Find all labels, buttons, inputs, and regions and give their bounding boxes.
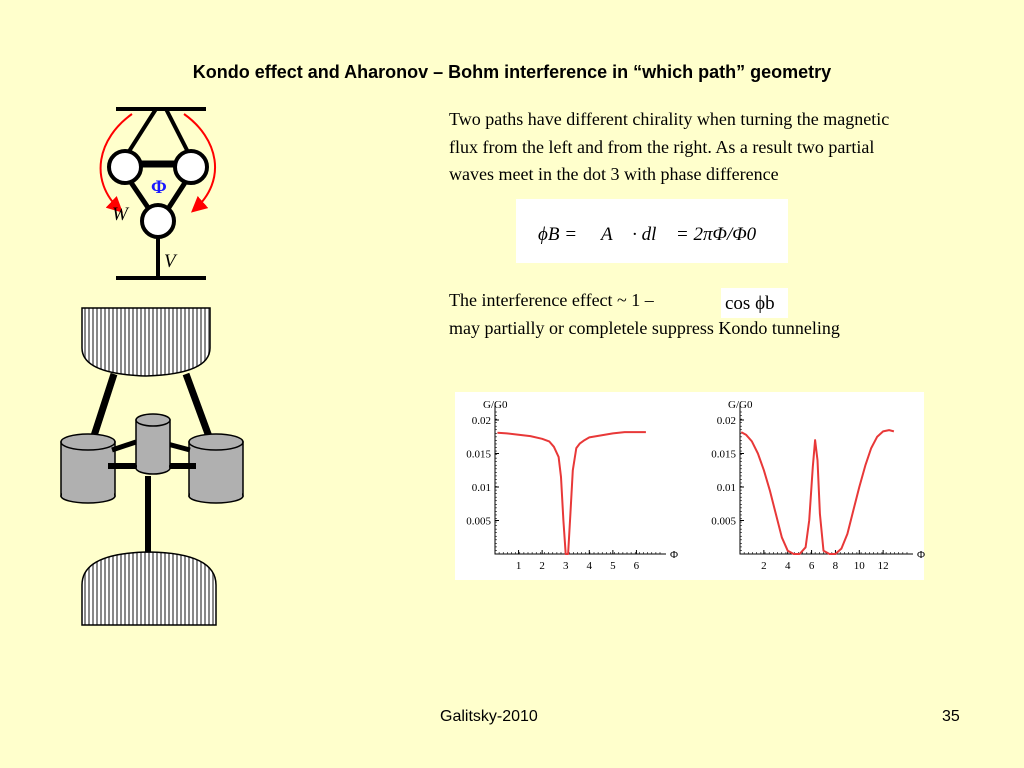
y-tick-label: 0.015 bbox=[711, 448, 736, 461]
paragraph-line-1: Two paths have different chirality when turning the magnetic bbox=[449, 109, 890, 129]
bottom-electrode bbox=[82, 552, 216, 625]
conductance-curve bbox=[497, 432, 646, 554]
x-tick-label: 6 bbox=[808, 560, 815, 572]
right-cylinder-dot bbox=[189, 434, 243, 503]
paragraph-line-3: waves meet in the dot 3 with phase difference bbox=[449, 164, 779, 184]
top-electrode bbox=[82, 308, 210, 376]
suppression-text: may partially or completele suppress Kondo tunneling bbox=[449, 318, 840, 338]
interference-text: The interference effect ~ 1 – bbox=[449, 290, 654, 310]
footer-author: Galitsky-2010 bbox=[440, 708, 538, 725]
conductance-curve bbox=[741, 430, 894, 554]
cos-term-box bbox=[721, 288, 788, 318]
x-tick-label: 2 bbox=[539, 560, 545, 572]
phase-formula-text: ϕB = ∮ A⃗ · dl⃗ = 2πΦ/Φ0 bbox=[538, 224, 757, 245]
dot-2 bbox=[175, 151, 207, 183]
x-tick-label: 8 bbox=[832, 560, 839, 572]
w-label: W bbox=[112, 204, 128, 225]
center-cylinder-dot bbox=[136, 414, 170, 474]
y-axis-label: G/G0 bbox=[483, 399, 508, 411]
device-3d-schematic bbox=[56, 300, 236, 630]
x-tick-label: 10 bbox=[853, 560, 865, 572]
x-tick-label: 6 bbox=[633, 560, 640, 572]
x-tick-label: 12 bbox=[877, 560, 889, 572]
y-tick-label: 0.02 bbox=[716, 415, 736, 427]
v-label: V bbox=[164, 251, 176, 272]
y-tick-label: 0.005 bbox=[711, 515, 736, 528]
y-tick-label: 0.015 bbox=[466, 448, 491, 461]
dot-3 bbox=[142, 205, 174, 237]
y-tick-label: 0.02 bbox=[471, 415, 491, 427]
x-tick-label: 3 bbox=[562, 560, 569, 572]
x-tick-label: 2 bbox=[761, 560, 767, 572]
flux-label: Φ bbox=[151, 177, 167, 198]
x-tick-label: 5 bbox=[610, 560, 616, 572]
x-tick-label: 4 bbox=[784, 560, 791, 572]
conductance-plot-left bbox=[466, 399, 678, 572]
y-tick-label: 0.01 bbox=[716, 482, 736, 494]
page-number: 35 bbox=[942, 708, 960, 725]
conductance-plots bbox=[455, 392, 924, 580]
paragraph-line-2: flux from the left and from the right. As a result two partial bbox=[449, 136, 875, 157]
x-axis-label: Φ bbox=[670, 549, 679, 561]
x-axis-label: Φ bbox=[917, 549, 926, 561]
cos-term-text: cos ϕb bbox=[725, 293, 775, 314]
left-cylinder-dot bbox=[61, 434, 115, 503]
conductance-plot-right bbox=[711, 399, 925, 572]
y-tick-label: 0.005 bbox=[466, 515, 491, 528]
slide-title: Kondo effect and Aharonov – Bohm interference in “which path” geometry bbox=[192, 62, 832, 82]
dot-interferometer-diagram bbox=[88, 100, 228, 290]
x-tick-label: 1 bbox=[515, 560, 522, 572]
description-paragraph bbox=[449, 106, 1019, 189]
x-tick-label: 4 bbox=[586, 560, 593, 572]
axes bbox=[495, 404, 666, 554]
y-tick-label: 0.01 bbox=[471, 482, 491, 494]
phase-formula bbox=[516, 199, 788, 263]
dot-1 bbox=[109, 151, 141, 183]
y-axis-label: G/G0 bbox=[728, 399, 753, 411]
